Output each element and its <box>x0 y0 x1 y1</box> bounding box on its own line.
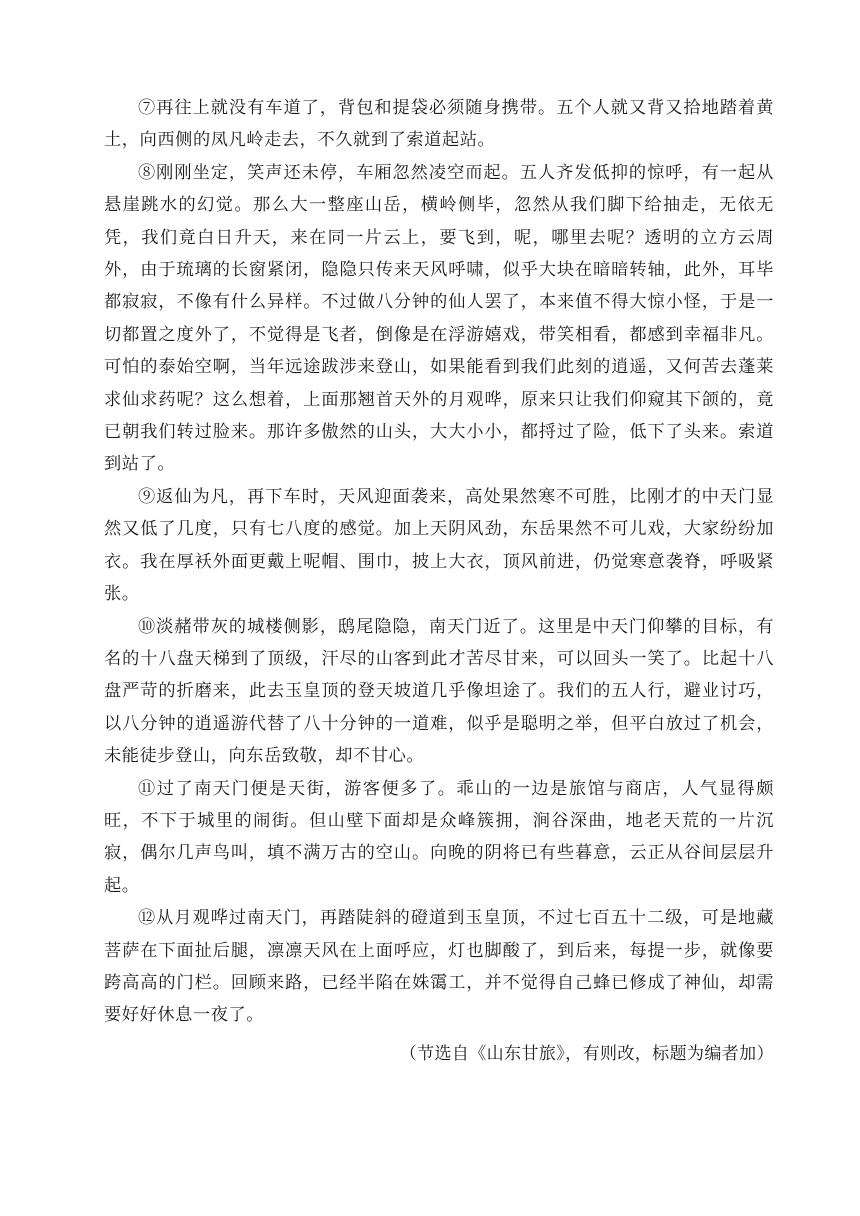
paragraph-9: ⑨返仙为凡，再下车时，天风迎面袭来，高处果然寒不可胜，比刚才的中天门显然又低了几度，只有七八度的感觉。加上天阴风劲，东岳果然不可儿戏，大家纷纷加衣。我在厚袄外面更戴上呢帽、围巾，披上大衣，顶风前进，仍觉寒意袭脊，呼吸紧张。 <box>104 486 774 605</box>
document-page <box>104 92 774 1070</box>
paragraph-10: ⑩淡赭带灰的城楼侧影，鸱尾隐隐，南天门近了。这里是中天门仰攀的目标，有名的十八盘天梯到了顶级，汗尽的山客到此才苦尽甘来，可以回头一笑了。比起十八盘严苛的折磨来，此去玉皇顶的登天坡道几乎像坦途了。我们的五人行，避业讨巧，以八分钟的逍遥游代替了八十分钟的一道难，似乎是聪明之举，但平白放过了机会，未能徒步登山，向东岳致敬，却不甘心。 <box>104 616 774 767</box>
paragraph-11: ⑪过了南天门便是天街，游客便多了。乖山的一边是旅馆与商店，人气显得颇旺，不下于城里的闹街。但山壁下面却是众峰簇拥，涧谷深曲，地老天荒的一片沉寂，偶尔几声鸟叫，填不满万古的空山。向晚的阴将已有些暮意，云正从谷间层层升起。 <box>104 778 774 896</box>
paragraph-7: ⑦再往上就没有车道了，背包和提袋必须随身携带。五个人就又背又拾地踏着黄土，向西侧的凤凡岭走去，不久就到了索道起站。 <box>104 98 774 151</box>
paragraph-12: ⑫从月观哗过南天门，再踏陡斜的磴道到玉皇顶，不过七百五十二级，可是地藏菩萨在下面扯后腿，凛凛天风在上面呼应，灯也脚酸了，到后来，每提一步，就像要跨高高的门栏。回顾来路，已经半陷在姝霭工，并不觉得自己蜂已修成了神仙，却需要好好休息一夜了。 <box>104 908 774 1026</box>
source-note: （节选自《山东甘旅》，有则改，标题为编者加） <box>399 1043 774 1064</box>
paragraph-8: ⑧刚刚坐定，笑声还未停，车厢忽然凌空而起。五人齐发低抑的惊呼，有一起从悬崖跳水的幻觉。那么大一整座山岳，横岭侧毕，忽然从我们脚下给抽走，无依无凭，我们竟白日升天，来在同一片云上，要飞到，呢，哪里去呢？透明的立方云周外，由于琉璃的长窗紧闭，隐隐只传来天风呼啸，似乎大块在暗暗转轴，此外，耳毕都寂寂，不像有什么异样。不过做八分钟的仙人罢了，本来值不得大惊小怪，于是一切都置之度外了，不觉得是飞者，倒像是在浮游嬉戏，带笑相看，都感到幸福非凡。可怕的泰始空啊，当年远途跋涉来登山，如果能看到我们此刻的逍遥，又何苦去蓬莱求仙求药呢？这么想着，上面那翘首天外的月观哗，原来只让我们仰窥其下颌的，竟已朝我们转过脸来。那许多傲然的山头，大大小小，都捋过了险，低下了头来。索道到站了。 <box>104 162 774 475</box>
